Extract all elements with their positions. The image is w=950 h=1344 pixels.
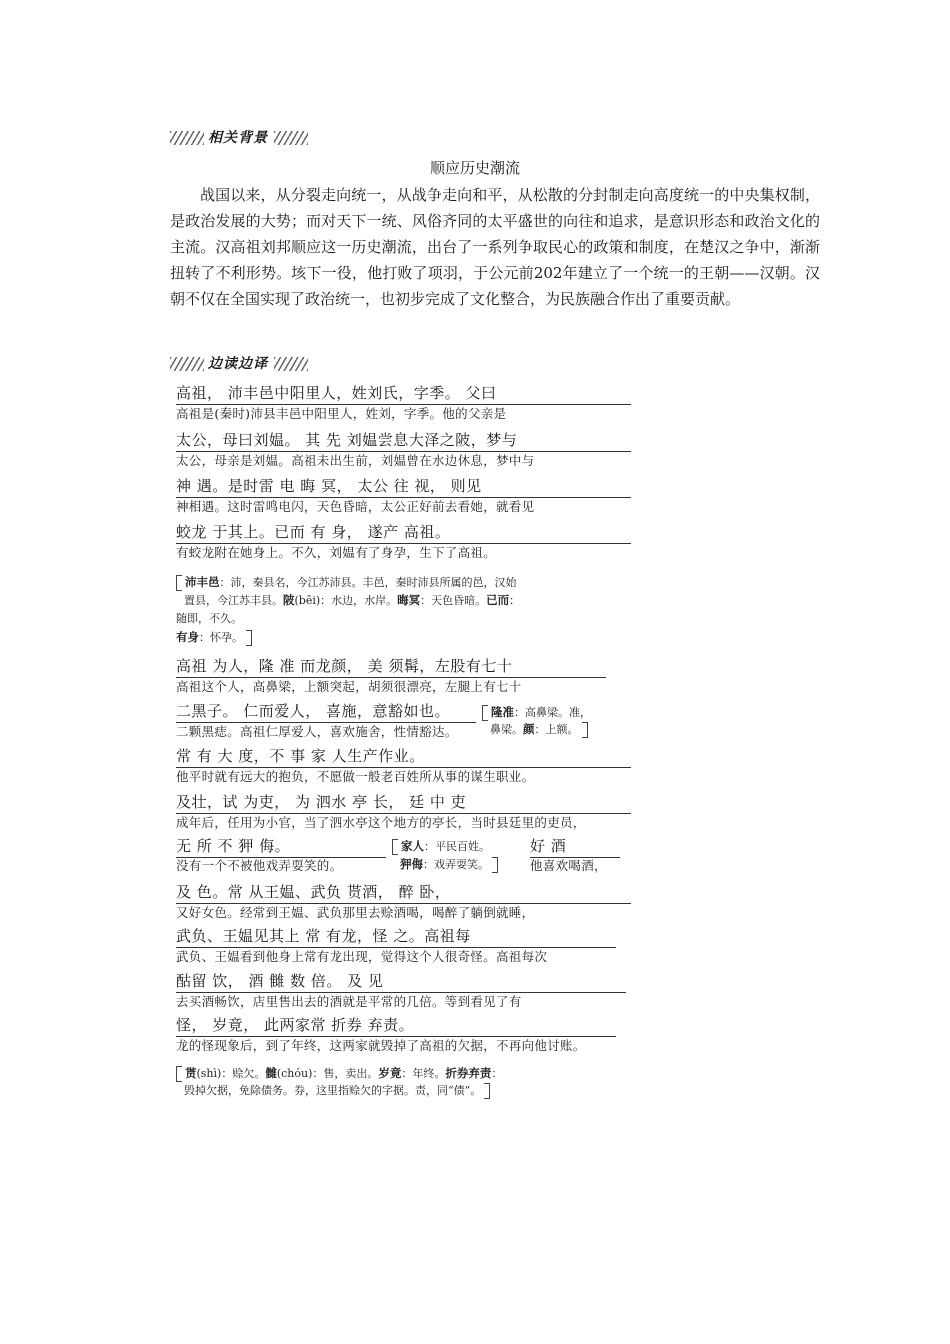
bracket-right: [484, 1083, 490, 1099]
note-term: 陂: [283, 593, 295, 607]
original-text-line: 及 色。常 从王媪、武负 贳酒， 醉 卧，: [176, 881, 631, 904]
note-definition: ：怀孕。: [199, 631, 243, 644]
annotation-note: [184, 1083, 490, 1099]
note-definition: ：上额。: [534, 723, 579, 736]
note-term: 有身: [176, 630, 199, 644]
original-text-line: 神 遇。是时雷 电 晦 冥， 太公 往 视， 则见: [176, 475, 631, 498]
translation-line: 他喜欢喝酒，: [530, 858, 607, 873]
note-definition: ：天色昏暗。: [420, 594, 487, 607]
original-text-line: 武负、王媪见其上 常 有龙，怪 之。高祖每: [176, 925, 616, 948]
note-definition: (bēi)：水边，水岸。: [294, 594, 398, 607]
translation-line: 他平时就有远大的抱负，不愿做一般老百姓所从事的谋生职业。: [176, 769, 535, 784]
translation-line: 没有一个不被他戏弄耍笑的。: [176, 858, 343, 873]
section-label: 边读边译: [208, 356, 268, 372]
note-definition: ：: [509, 594, 521, 607]
section-label: 相关背景: [208, 130, 268, 146]
note-definition: ：沛，秦县名，今江苏沛县。丰邑，秦时沛县所属的邑，汉始: [219, 576, 517, 589]
translation-line: 二颗黑痣。高祖仁厚爱人，喜欢施舍，性情豁达。: [176, 724, 458, 739]
note-definition: ：年终。: [401, 1067, 446, 1080]
original-text-line: 高祖， 沛丰邑中阳里人，姓刘氏，字季。 父曰: [176, 382, 631, 405]
translation-line: 有蛟龙附在她身上。不久，刘媪有了身孕，生下了高祖。: [176, 545, 497, 560]
original-text-line: 高祖 为人，隆 准 而龙颜， 美 须髯，左股有七十: [176, 655, 606, 678]
note-term: 沛丰邑: [185, 575, 220, 589]
section-header-background: [170, 128, 310, 148]
intro-title: 顺应历史潮流: [429, 159, 520, 177]
hatch-decoration-right: [274, 131, 308, 145]
original-text-line: 蛟龙 于其上。已而 有 身， 遂产 高祖。: [176, 521, 631, 544]
original-text-line: 好 酒: [530, 835, 620, 858]
original-text-line: 太公，母曰刘媪。 其 先 刘媪尝息大泽之陂，梦与: [176, 429, 631, 452]
note-term: 贳: [185, 1066, 197, 1080]
translation-line: 武负、王媪看到他身上常有龙出现，觉得这个人很奇怪。高祖每次: [176, 949, 548, 964]
note-definition: 置县，今江苏丰县。: [184, 594, 283, 607]
note-term: 狎侮: [400, 857, 423, 871]
translation-line: 神相遇。这时雷鸣电闪，天色昏暗，太公正好前去看她，就看见: [176, 499, 535, 514]
original-text-line: 怪， 岁竟， 此两家常 折券 弃责。: [176, 1014, 616, 1037]
section-header-reading: [170, 354, 310, 374]
intro-paragraph: 战国以来，从分裂走向统一，从战争走向和平，从松散的分封制走向高度统一的中央集权制，是政治发展的大势；而对天下一统、风俗齐同的太平盛世的向往和追求，是意识形态和政治文化的主流。汉高祖刘邦顺应这一历史潮流，出台了一系列争取民心的政策和制度，在楚汉之争中，渐渐扭转了不利形势。垓下一役，他打败了项羽，于公元前202年建立了一个统一的王朝——汉朝。汉朝不仅在全国实现了政治统一，也初步完成了文化整合，为民族融合作出了重要贡献。: [170, 186, 820, 308]
translation-line: 又好女色。经常到王媪、武负那里去赊酒喝，喝醉了躺倒就睡，: [176, 905, 535, 920]
annotation-note: [176, 1065, 502, 1082]
bracket-left: [392, 839, 398, 855]
original-text-line: 无 所 不 狎 侮。: [176, 835, 386, 858]
translation-line: 成年后，任用为小官，当了泗水亭这个地方的亭长，当时县廷里的吏员，: [176, 815, 586, 830]
note-definition: ：: [491, 1067, 503, 1080]
hatch-decoration-left: [170, 357, 204, 371]
bracket-left: [176, 575, 182, 591]
original-text-line: 常 有 大 度，不 事 家 人生产作业。: [176, 745, 631, 768]
hatch-decoration-right: [274, 357, 308, 371]
bracket-right: [582, 722, 588, 738]
note-definition: 随即，不久。: [176, 612, 242, 625]
bracket-right: [246, 630, 252, 646]
note-term: 折券弃责: [445, 1066, 492, 1080]
note-term: 已而: [486, 593, 510, 607]
note-term: 晦冥: [397, 593, 421, 607]
annotation-note: [176, 611, 242, 627]
original-text-line: 二黑子。 仁而爱人， 喜施，意豁如也。: [176, 700, 476, 723]
translation-line: 高祖这个人，高鼻梁，上额突起，胡须很漂亮，左腿上有七十: [176, 679, 522, 694]
annotation-note: [184, 592, 520, 609]
bracket-left: [176, 1066, 182, 1082]
note-term: 家人: [401, 839, 424, 853]
note-term: 隆准: [491, 705, 514, 719]
annotation-note: [176, 574, 517, 591]
bracket-right: [492, 857, 498, 873]
annotation-note: [400, 856, 498, 873]
translation-line: 龙的怪现象后，到了年终，这两家就毁掉了高祖的欠据，不再向他讨账。: [176, 1038, 586, 1053]
note-definition: ：平民百姓。: [424, 840, 490, 853]
annotation-note: [490, 721, 588, 738]
hatch-decoration-left: [170, 131, 204, 145]
original-text-line: 及壮，试 为吏， 为 泗水 亭 长， 廷 中 吏: [176, 791, 631, 814]
translation-line: 太公，母亲是刘媪。高祖未出生前，刘媪曾在水边休息，梦中与: [176, 453, 535, 468]
note-definition: 毁掉欠据，免除债务。券，这里指赊欠的字据。责，同“债”。: [184, 1084, 482, 1097]
note-definition: 鼻梁。: [490, 723, 523, 736]
note-definition: ：戏弄耍笑。: [423, 858, 489, 871]
note-definition: (chóu)：售，卖出。: [276, 1067, 379, 1080]
translation-line: 去买酒畅饮，店里售出去的酒就是平常的几倍。等到看见了有: [176, 994, 522, 1009]
annotation-note: [176, 629, 252, 646]
original-text-line: 酤留 饮， 酒 雠 数 倍。 及 见: [176, 970, 626, 993]
note-definition: (shì)：赊欠。: [196, 1067, 266, 1080]
annotation-note: [482, 704, 591, 721]
translation-line: 高祖是(秦时)沛县丰邑中阳里人，姓刘，字季。他的父亲是: [176, 406, 507, 421]
note-term: 岁竟: [378, 1066, 402, 1080]
note-term: 颜: [523, 722, 535, 736]
note-definition: ：高鼻梁。准，: [514, 706, 591, 719]
note-term: 雠: [265, 1066, 277, 1080]
annotation-note: [392, 838, 490, 855]
bracket-left: [482, 705, 488, 721]
